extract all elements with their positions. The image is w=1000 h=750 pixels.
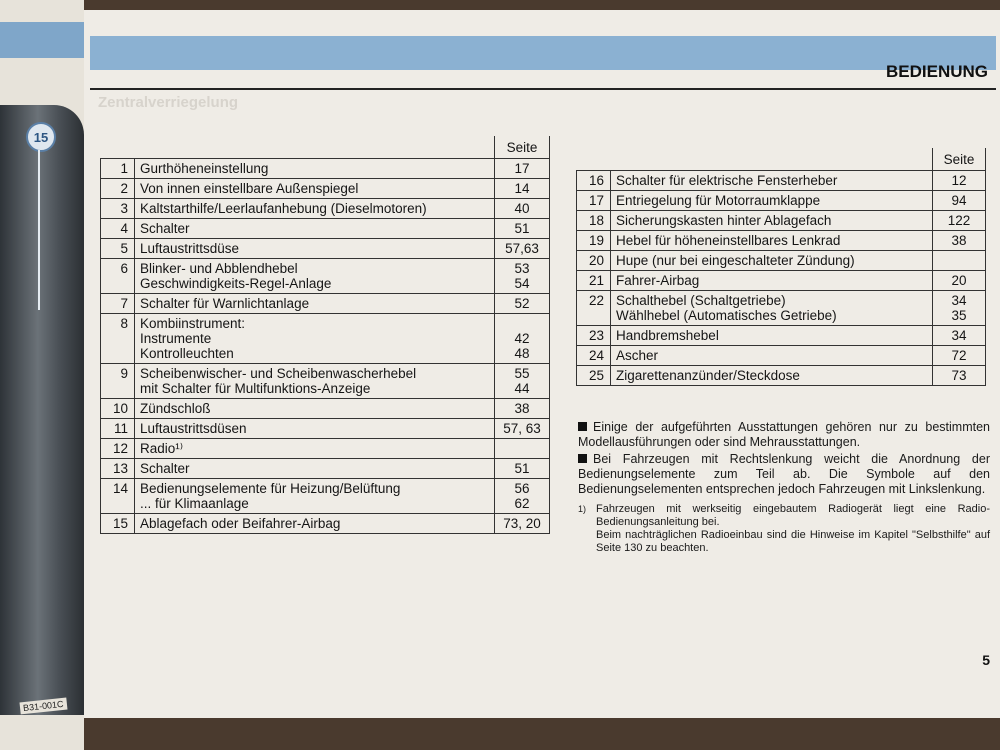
item-page: 51 <box>495 219 550 239</box>
item-page: 42 48 <box>495 314 550 364</box>
item-number: 6 <box>101 259 135 294</box>
item-label: Blinker- und Abblendhebel Geschwindigkeits-Regel-Anlage <box>135 259 495 294</box>
item-number: 8 <box>101 314 135 364</box>
item-page: 57,63 <box>495 239 550 259</box>
item-page <box>495 439 550 459</box>
table-row <box>101 419 550 439</box>
footnote-marker: 1) <box>578 504 587 514</box>
header-rule <box>90 88 996 90</box>
controls-table-left <box>100 136 550 534</box>
table-row <box>101 439 550 459</box>
table-row <box>577 251 986 271</box>
item-label: Schalter <box>135 459 495 479</box>
bullet-square-icon <box>578 454 587 463</box>
item-label: Ablagefach oder Beifahrer-Airbag <box>135 514 495 534</box>
item-label: Schalter für Warnlichtanlage <box>135 294 495 314</box>
header-spacer <box>577 148 611 171</box>
table-row <box>101 459 550 479</box>
table-row <box>577 326 986 346</box>
item-page: 73 <box>933 366 986 386</box>
callout-line <box>38 150 40 310</box>
item-label: Zigarettenanzünder/Steckdose <box>611 366 933 386</box>
item-page: 14 <box>495 179 550 199</box>
item-number: 24 <box>577 346 611 366</box>
item-label: Zündschloß <box>135 399 495 419</box>
item-number: 13 <box>101 459 135 479</box>
item-number: 17 <box>577 191 611 211</box>
item-label: Luftaustrittsdüse <box>135 239 495 259</box>
show-through-heading: Zentralverriegelung <box>98 94 239 111</box>
item-number: 23 <box>577 326 611 346</box>
column-header-seite: Seite <box>933 148 986 171</box>
bullet-square-icon <box>578 422 587 431</box>
table-row <box>577 346 986 366</box>
table-row <box>101 314 550 364</box>
column-header-seite: Seite <box>495 136 550 159</box>
table-row <box>101 159 550 179</box>
table-row <box>577 366 986 386</box>
table-row <box>577 171 986 191</box>
item-page: 20 <box>933 271 986 291</box>
item-number: 10 <box>101 399 135 419</box>
item-page: 57, 63 <box>495 419 550 439</box>
table-row <box>101 364 550 399</box>
page-number: 5 <box>982 652 990 668</box>
item-page: 72 <box>933 346 986 366</box>
table-row <box>101 479 550 514</box>
table-row <box>577 231 986 251</box>
item-page: 17 <box>495 159 550 179</box>
item-page: 34 <box>933 326 986 346</box>
section-title: BEDIENUNG <box>885 62 988 81</box>
item-page: 56 62 <box>495 479 550 514</box>
item-label: Schalter <box>135 219 495 239</box>
table-row <box>577 291 986 326</box>
item-number: 7 <box>101 294 135 314</box>
notes-section <box>578 420 990 555</box>
item-page: 38 <box>495 399 550 419</box>
item-number: 20 <box>577 251 611 271</box>
table-row <box>101 179 550 199</box>
table-row <box>577 271 986 291</box>
item-number: 16 <box>577 171 611 191</box>
item-label: Luftaustrittsdüsen <box>135 419 495 439</box>
dashboard-photo <box>0 105 84 715</box>
item-label: Gurthöheneinstellung <box>135 159 495 179</box>
item-number: 25 <box>577 366 611 386</box>
item-label: Fahrer-Airbag <box>611 271 933 291</box>
table-row <box>101 199 550 219</box>
item-number: 4 <box>101 219 135 239</box>
table-header-row <box>577 148 986 171</box>
item-page: 122 <box>933 211 986 231</box>
item-label: Radio¹⁾ <box>135 439 495 459</box>
item-label: Von innen einstellbare Außenspiegel <box>135 179 495 199</box>
item-label: Kaltstarthilfe/Leerlaufanhebung (Dieselmotoren) <box>135 199 495 219</box>
table-header-row <box>101 136 550 159</box>
item-number: 11 <box>101 419 135 439</box>
table-row <box>101 399 550 419</box>
item-number: 15 <box>101 514 135 534</box>
item-page: 52 <box>495 294 550 314</box>
item-number: 3 <box>101 199 135 219</box>
controls-table-right <box>576 148 986 386</box>
item-label: Bedienungselemente für Heizung/Belüftung ... für Klimaanlage <box>135 479 495 514</box>
item-label: Sicherungskasten hinter Ablagefach <box>611 211 933 231</box>
table-row <box>101 239 550 259</box>
manual-page <box>84 10 1000 718</box>
item-label: Schalter für elektrische Fensterheber <box>611 171 933 191</box>
header-spacer <box>611 148 933 171</box>
item-page: 40 <box>495 199 550 219</box>
item-page: 38 <box>933 231 986 251</box>
item-number: 19 <box>577 231 611 251</box>
table-row <box>577 211 986 231</box>
item-label: Kombiinstrument: Instrumente Kontrolleuchten <box>135 314 495 364</box>
table-row <box>101 294 550 314</box>
left-page-edge <box>0 0 84 750</box>
item-label: Ascher <box>611 346 933 366</box>
item-number: 2 <box>101 179 135 199</box>
item-label: Handbremshebel <box>611 326 933 346</box>
item-page: 51 <box>495 459 550 479</box>
item-label: Scheibenwischer- und Scheibenwascherhebel mit Schalter für Multifunktions-Anzeige <box>135 364 495 399</box>
item-number: 22 <box>577 291 611 326</box>
item-number: 12 <box>101 439 135 459</box>
left-page-blue-band <box>0 22 84 58</box>
header-blue-band <box>90 36 996 70</box>
item-number: 9 <box>101 364 135 399</box>
table-row <box>101 219 550 239</box>
item-page: 12 <box>933 171 986 191</box>
footnote-line-1: Fahrzeugen mit werkseitig eingebautem Radiogerät liegt eine Radio-Bedienungsanleitung bei. <box>596 503 990 528</box>
table-row <box>577 191 986 211</box>
table-row <box>101 514 550 534</box>
item-page: 55 44 <box>495 364 550 399</box>
item-number: 14 <box>101 479 135 514</box>
item-page <box>933 251 986 271</box>
item-label: Hebel für höheneinstellbares Lenkrad <box>611 231 933 251</box>
header-spacer <box>101 136 135 159</box>
item-page: 73, 20 <box>495 514 550 534</box>
note-2: Bei Fahrzeugen mit Rechtslenkung weicht die Anordnung der Bedienungselemente zum Teil ab. Die Symbole auf den Bedienungselementen entsprechen jedoch Fahrzeugen mit Linkslenkung. <box>578 452 990 496</box>
image-code: B31-001C <box>20 698 68 715</box>
item-page: 34 35 <box>933 291 986 326</box>
footnote-line-2: Beim nachträglichen Radioeinbau sind die Hinweise im Kapitel "Selbsthilfe" auf Seite 130 zu beachten. <box>596 529 990 554</box>
item-label: Entriegelung für Motorraumklappe <box>611 191 933 211</box>
item-number: 18 <box>577 211 611 231</box>
item-label: Schalthebel (Schaltgetriebe) Wählhebel (Automatisches Getriebe) <box>611 291 933 326</box>
item-number: 21 <box>577 271 611 291</box>
table-row <box>101 259 550 294</box>
header-spacer <box>135 136 495 159</box>
item-label: Hupe (nur bei eingeschalteter Zündung) <box>611 251 933 271</box>
footnote <box>578 503 990 555</box>
item-number: 5 <box>101 239 135 259</box>
item-page: 53 54 <box>495 259 550 294</box>
note-1: Einige der aufgeführten Ausstattungen gehören nur zu bestimmten Modellausführungen oder sind Mehrausstattungen. <box>578 420 990 449</box>
item-number: 1 <box>101 159 135 179</box>
figure-number-badge: 15 <box>26 122 56 152</box>
item-page: 94 <box>933 191 986 211</box>
